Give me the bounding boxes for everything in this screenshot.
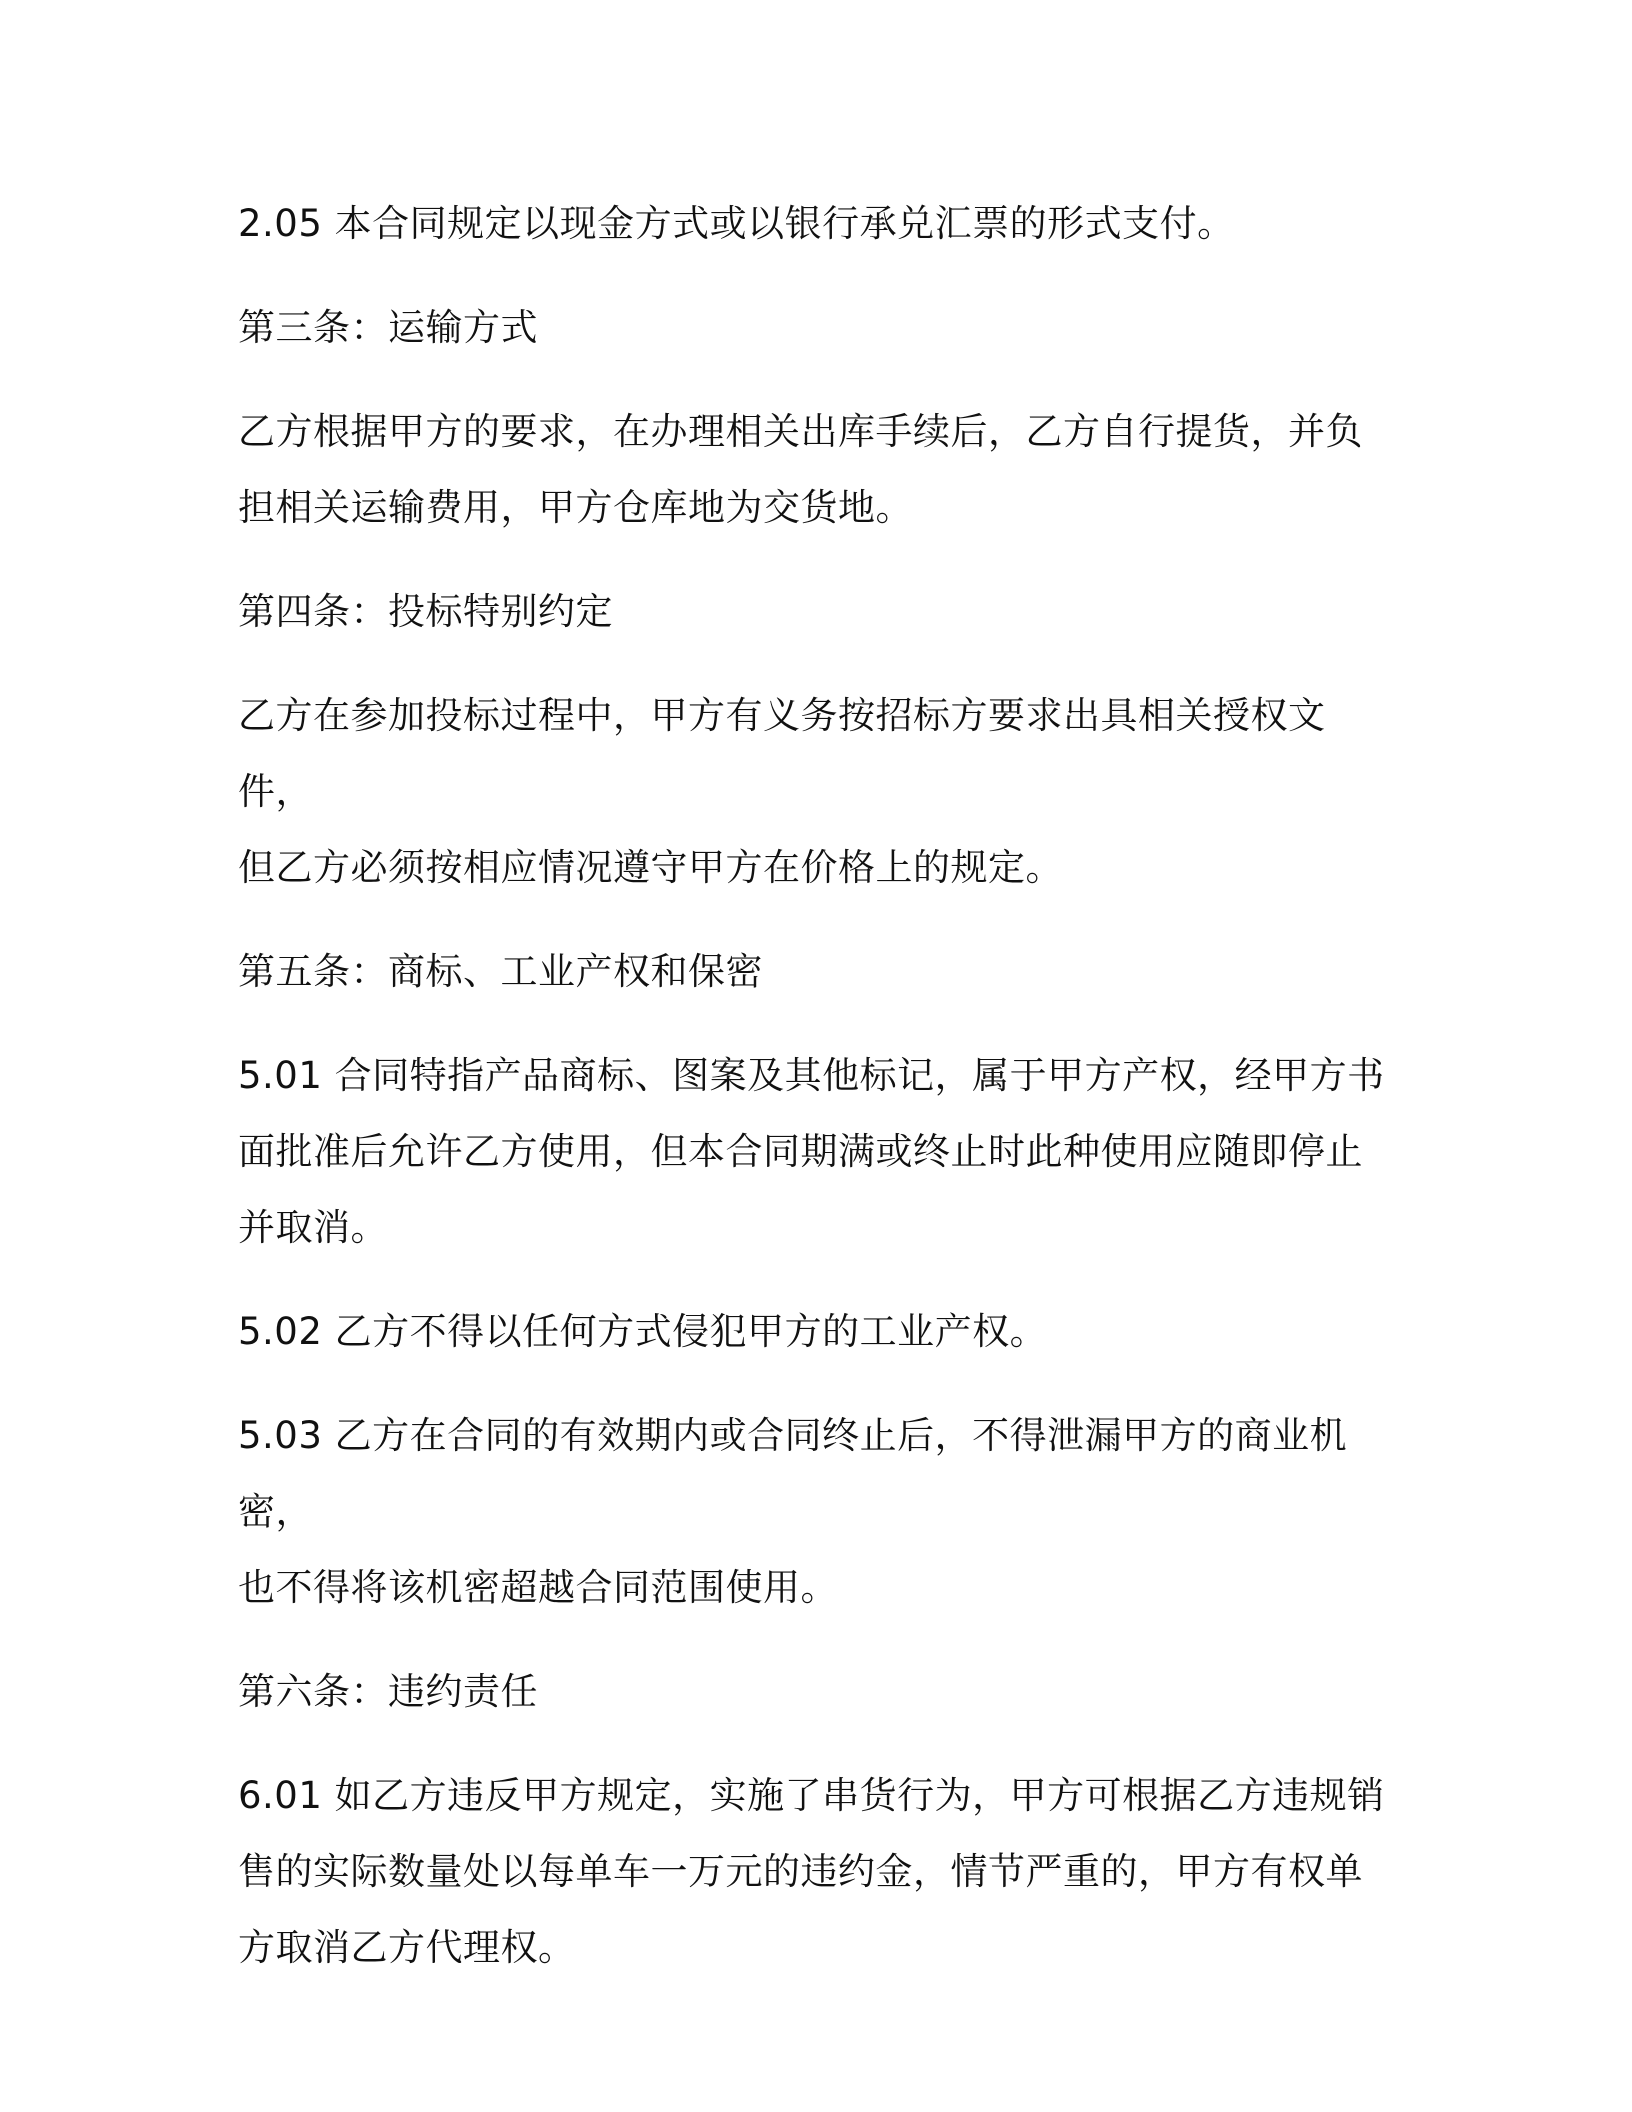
clause-5-03-line-1: 5.03 乙方在合同的有效期内或合同终止后，不得泄漏甲方的商业机密， [238, 1414, 1348, 1533]
article-3-line-2: 担相关运输费用，甲方仓库地为交货地。 [238, 486, 913, 529]
article-3-heading: 第三条：运输方式 [238, 306, 538, 349]
article-4-heading: 第四条：投标特别约定 [238, 590, 613, 633]
clause-6-01-line-2: 售的实际数量处以每单车一万元的违约金，情节严重的，甲方有权单 [238, 1850, 1363, 1893]
clause-6-01-line-1: 6.01 如乙方违反甲方规定，实施了串货行为，甲方可根据乙方违规销 [238, 1774, 1385, 1817]
article-4-body [238, 678, 1398, 906]
article-4-line-1: 乙方在参加投标过程中，甲方有义务按招标方要求出具相关授权文件， [238, 694, 1326, 813]
article-4-line-2: 但乙方必须按相应情况遵守甲方在价格上的规定。 [238, 846, 1063, 889]
clause-5-01-line-2: 面批准后允许乙方使用，但本合同期满或终止时此种使用应随即停止 [238, 1130, 1363, 1173]
clause-5-03-line-2: 也不得将该机密超越合同范围使用。 [238, 1566, 838, 1609]
article-6-heading: 第六条：违约责任 [238, 1670, 538, 1713]
article-3-line-1: 乙方根据甲方的要求，在办理相关出库手续后，乙方自行提货，并负 [238, 410, 1363, 453]
article-3-body [238, 394, 1398, 546]
clause-6-01 [238, 1758, 1398, 1986]
clause-5-02: 5.02 乙方不得以任何方式侵犯甲方的工业产权。 [238, 1310, 1048, 1353]
clause-5-01-line-1: 5.01 合同特指产品商标、图案及其他标记，属于甲方产权，经甲方书 [238, 1054, 1385, 1097]
article-5-heading: 第五条：商标、工业产权和保密 [238, 950, 763, 993]
clause-5-01-line-3: 并取消。 [238, 1206, 388, 1249]
clause-5-03 [238, 1398, 1398, 1626]
document-body [238, 186, 1398, 2014]
clause-5-01 [238, 1038, 1398, 1266]
clause-2-05: 2.05 本合同规定以现金方式或以银行承兑汇票的形式支付。 [238, 202, 1235, 245]
clause-6-01-line-3: 方取消乙方代理权。 [238, 1926, 576, 1969]
